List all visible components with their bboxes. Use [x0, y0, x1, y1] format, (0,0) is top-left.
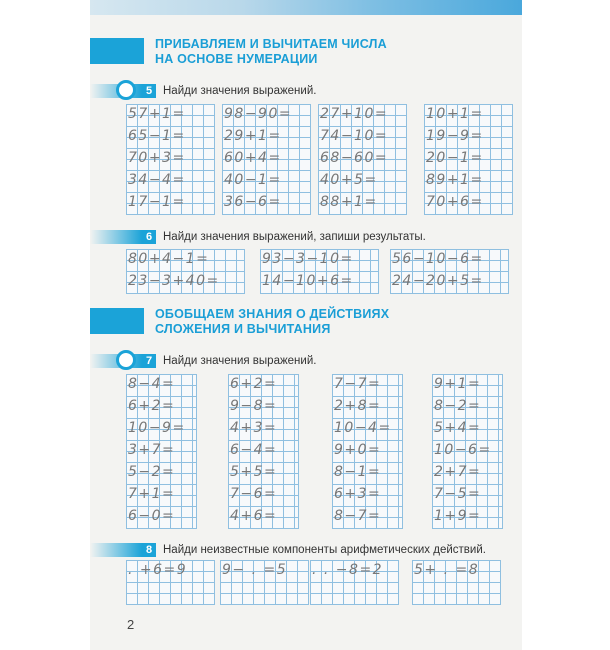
task6-grid-column — [260, 249, 379, 294]
expression: 89+1= — [426, 172, 484, 188]
expression: 4+6= — [230, 508, 278, 524]
expression: 60+4= — [224, 150, 282, 166]
expression: 80+4−1= — [128, 251, 210, 267]
heading-line: ПРИБАВЛЯЕМ И ВЫЧИТАЕМ ЧИСЛА — [155, 37, 387, 51]
expression: 65−1= — [128, 128, 186, 144]
expression: 8−1= — [334, 464, 382, 480]
expression: 98−90= — [224, 106, 293, 122]
task-strip — [90, 543, 142, 557]
task-5-header — [90, 83, 316, 99]
heading-line: СЛОЖЕНИЯ И ВЫЧИТАНИЯ — [155, 322, 331, 336]
expression: 10−9= — [128, 420, 186, 436]
task5-grid-column — [126, 104, 215, 215]
expression: 7+1= — [128, 486, 176, 502]
task-strip — [90, 230, 142, 244]
expression: 3+7= — [128, 442, 176, 458]
task-instruction: Найди значения выражений, запиши результаты. — [163, 231, 426, 243]
expression: 6−0= — [128, 508, 176, 524]
expression: 6−4= — [230, 442, 278, 458]
expression: 36−6= — [224, 194, 282, 210]
expression: 5+5= — [230, 464, 278, 480]
expression: 40+5= — [320, 172, 378, 188]
expression: 34−4= — [128, 172, 186, 188]
expression: 6+2= — [128, 398, 176, 414]
expression: 88+1= — [320, 194, 378, 210]
task-instruction: Найди значения выражений. — [163, 355, 317, 367]
expression: 29+1= — [224, 128, 282, 144]
expression: 70+3= — [128, 150, 186, 166]
task8-grid-column — [412, 560, 501, 605]
task-number: 5 — [142, 84, 156, 98]
task8-grid-column — [220, 560, 309, 605]
expression: 5+ . =8 — [414, 562, 480, 578]
expression: 9+0= — [334, 442, 382, 458]
expression: 10+1= — [426, 106, 484, 122]
expression: 70+6= — [426, 194, 484, 210]
expression: 6+3= — [334, 486, 382, 502]
task7-grid-column — [228, 374, 299, 529]
expression: 6+2= — [230, 376, 278, 392]
expression: 7−5= — [434, 486, 482, 502]
heading-line: НА ОСНОВЕ НУМЕРАЦИИ — [155, 52, 318, 66]
section-bar — [90, 38, 144, 64]
expression: 27+10= — [320, 106, 389, 122]
task-number: 6 — [142, 230, 156, 244]
expression: 8−2= — [434, 398, 482, 414]
expression: 7−7= — [334, 376, 382, 392]
expression: . +6=9 — [128, 562, 188, 578]
task7-grid-column — [126, 374, 197, 529]
page-number: 2 — [127, 617, 135, 632]
workbook-page — [90, 0, 522, 650]
task5-grid-column — [318, 104, 407, 215]
task-6-header — [90, 229, 426, 245]
task5-grid-column — [222, 104, 311, 215]
expression: 4+3= — [230, 420, 278, 436]
expression: 24−20+5= — [392, 273, 484, 289]
section-heading-2 — [155, 307, 389, 337]
circle-marker-icon — [116, 80, 136, 100]
task7-grid-column — [332, 374, 403, 529]
task-instruction: Найди неизвестные компоненты арифметических действий. — [163, 544, 486, 556]
task-instruction: Найди значения выражений. — [163, 85, 317, 97]
expression: 40−1= — [224, 172, 282, 188]
expression: 74−10= — [320, 128, 389, 144]
expression: 17−1= — [128, 194, 186, 210]
task8-grid-column — [126, 560, 215, 605]
expression: 8−7= — [334, 508, 382, 524]
expression: 20−1= — [426, 150, 484, 166]
expression: 10−6= — [434, 442, 492, 458]
task-number: 8 — [142, 543, 156, 557]
expression: 1+9= — [434, 508, 482, 524]
expression: 57+1= — [128, 106, 186, 122]
task7-grid-column — [432, 374, 503, 529]
expression: 2+7= — [434, 464, 482, 480]
expression: 10−4= — [334, 420, 392, 436]
section-bar — [90, 308, 144, 334]
expression: 56−10−6= — [392, 251, 484, 267]
expression: 9+1= — [434, 376, 482, 392]
expression: 68−60= — [320, 150, 389, 166]
task-8-header — [90, 542, 486, 558]
expression: 9−8= — [230, 398, 278, 414]
expression: 5+4= — [434, 420, 482, 436]
top-color-band — [90, 0, 522, 15]
task-number: 7 — [142, 354, 156, 368]
task6-grid-column — [126, 249, 245, 294]
task-7-header — [90, 353, 316, 369]
section-heading-1 — [155, 37, 387, 67]
expression: 8−4= — [128, 376, 176, 392]
expression: 7−6= — [230, 486, 278, 502]
task5-grid-column — [424, 104, 513, 215]
task8-grid-column — [310, 560, 399, 605]
task6-grid-column — [390, 249, 509, 294]
expression: 19−9= — [426, 128, 484, 144]
expression: 93−3−10= — [262, 251, 354, 267]
expression: 2+8= — [334, 398, 382, 414]
circle-marker-icon — [116, 350, 136, 370]
expression: 23−3+40= — [128, 273, 220, 289]
expression: 14−10+6= — [262, 273, 354, 289]
expression: 5−2= — [128, 464, 176, 480]
heading-line: ОБОБЩАЕМ ЗНАНИЯ О ДЕЙСТВИЯХ — [155, 307, 390, 321]
expression: . . −8=2 — [312, 562, 384, 578]
expression: 9− . =5 — [222, 562, 288, 578]
